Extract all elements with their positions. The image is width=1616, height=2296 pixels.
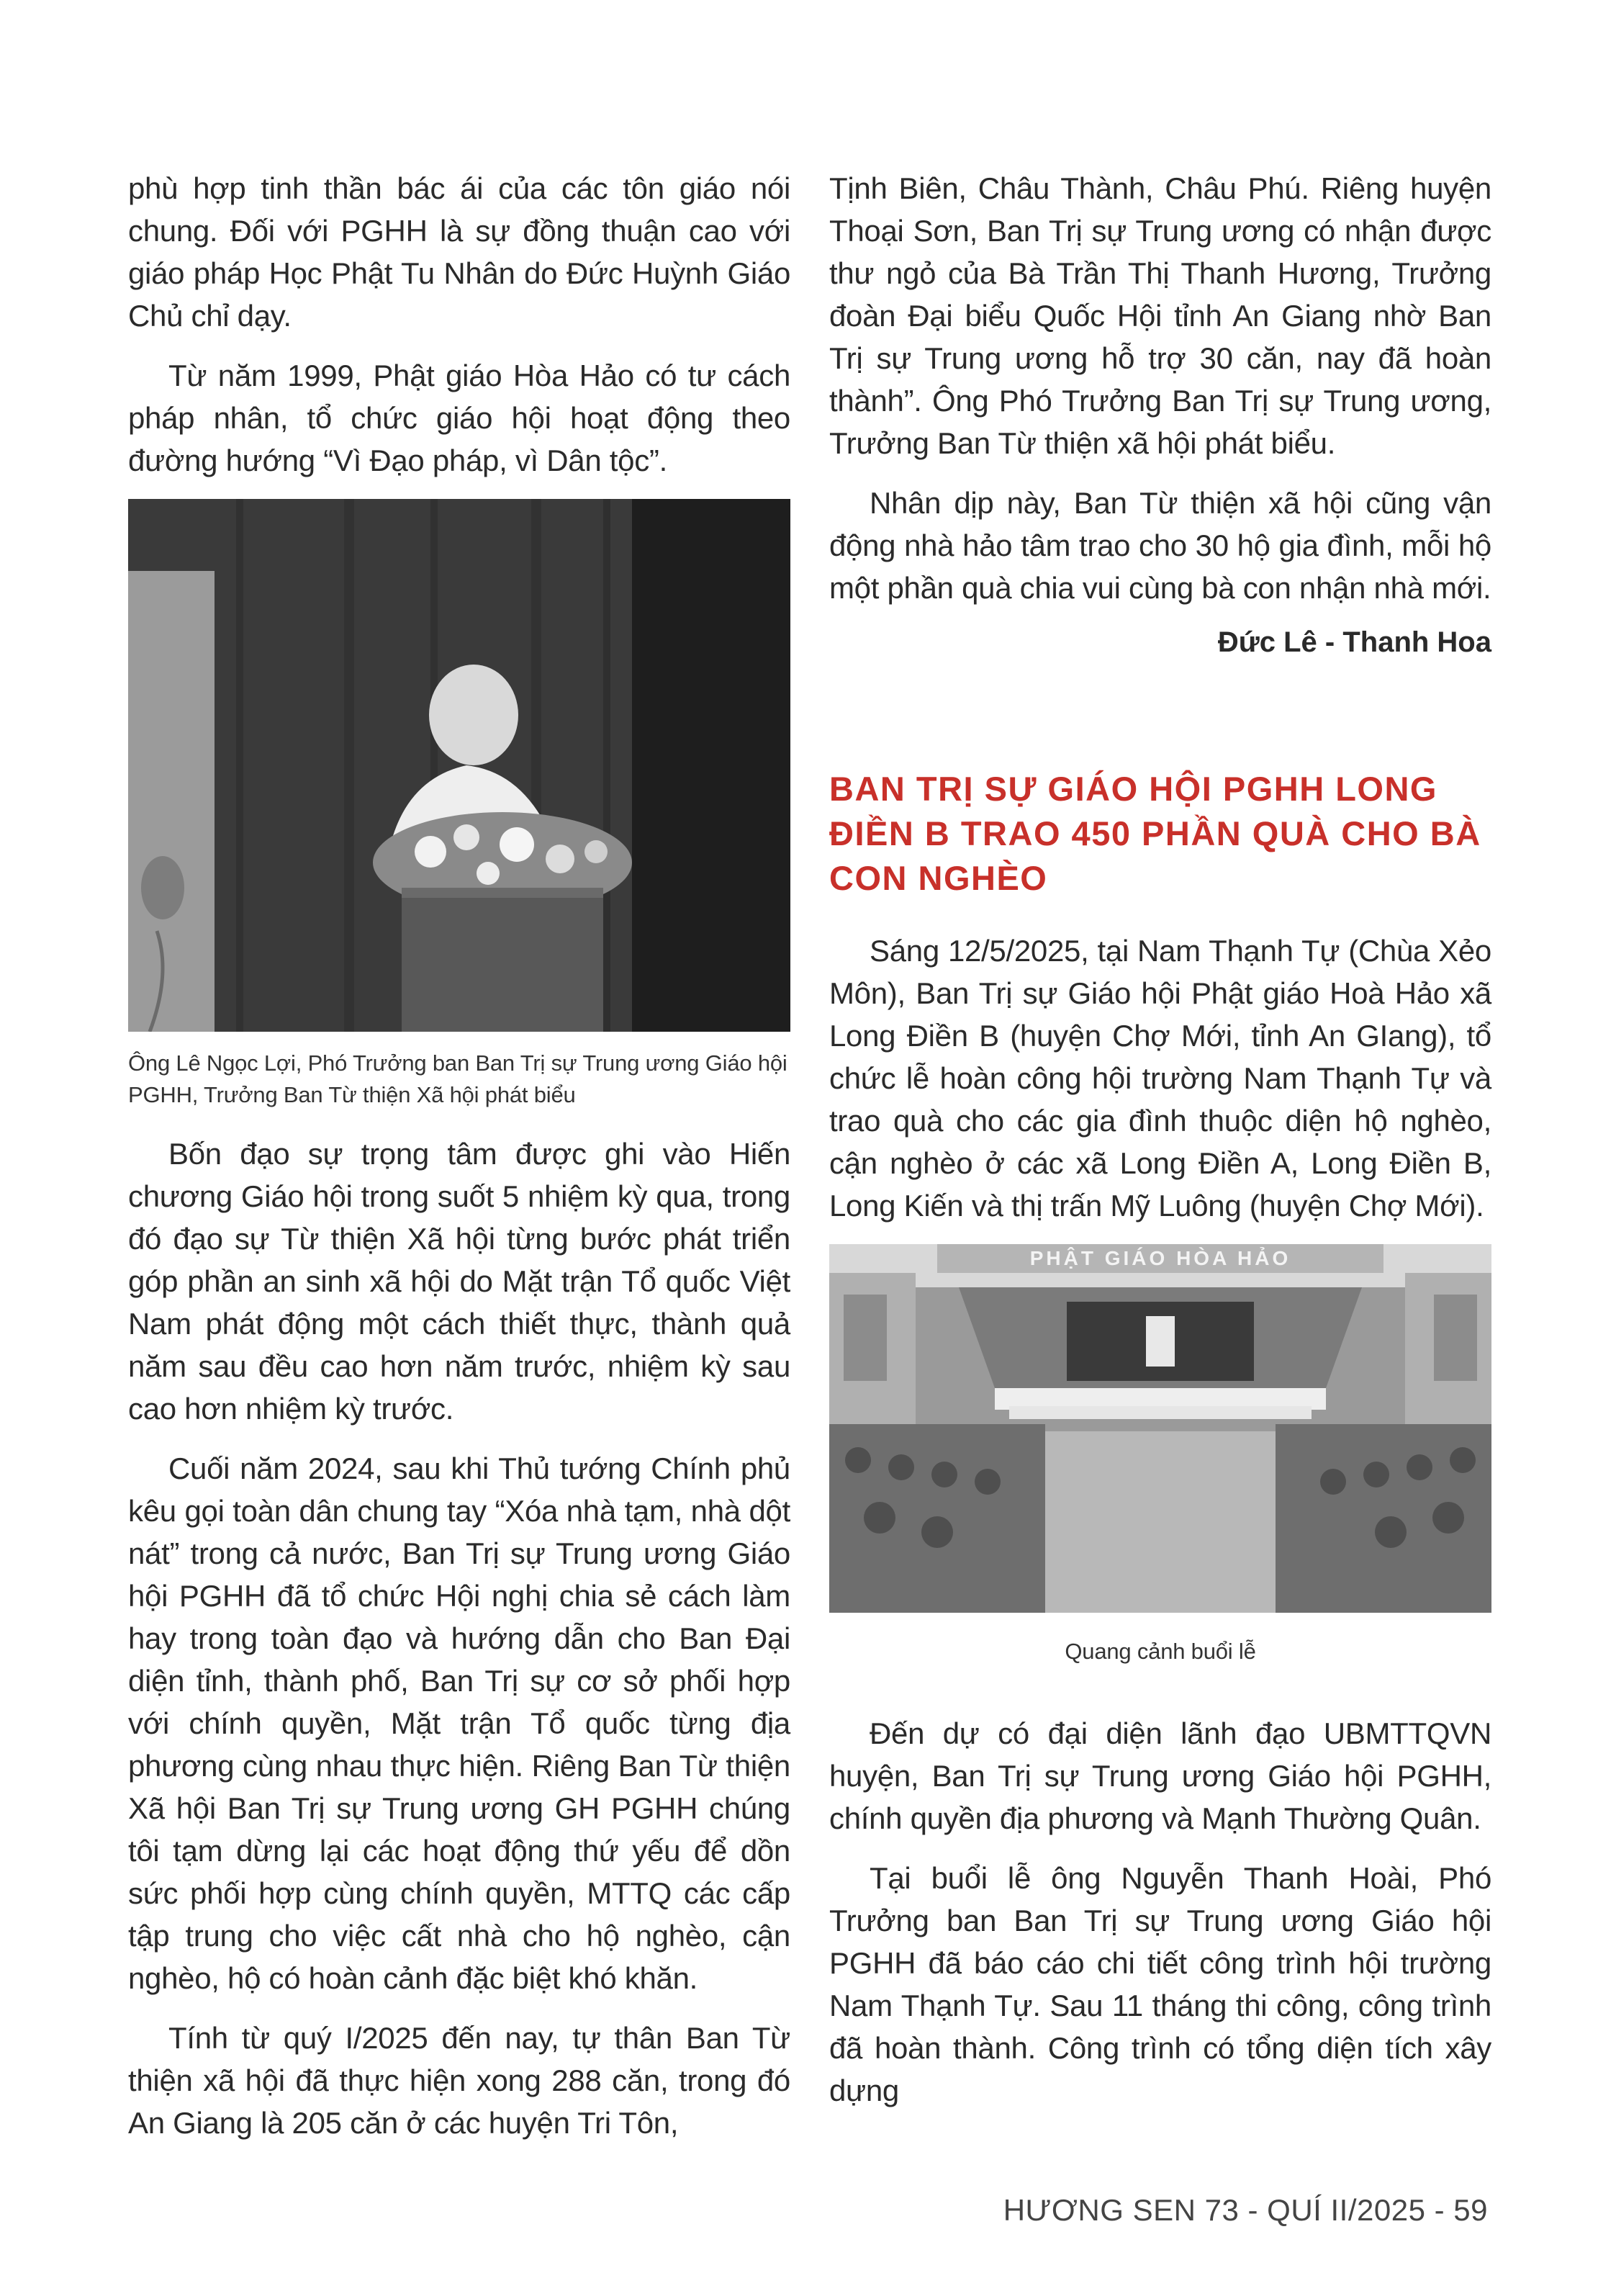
article-headline: BAN TRỊ SỰ GIÁO HỘI PGHH LONG ĐIỀN B TRAO 450 PHẦN QUÀ CHO BÀ CON NGHÈO xyxy=(829,770,1481,897)
right-column xyxy=(829,167,1491,2129)
paragraph: Nhân dịp này, Ban Từ thiện xã hội cũng vận động nhà hảo tâm trao cho 30 hộ gia đình, mỗi hộ một phần quà chia vui cùng bà con nhận nhà mới. xyxy=(829,486,1491,605)
hall-banner-text: PHẬT GIÁO HÒA HẢO xyxy=(1029,1247,1291,1269)
left-column xyxy=(128,167,790,2161)
paragraph: Sáng 12/5/2025, tại Nam Thạnh Tự (Chùa Xẻo Môn), Ban Trị sự Giáo hội Phật giáo Hoà Hảo xã Long Điền B (huyện Chợ Mới, tỉnh An GIang), tổ chức lễ hoàn công hội trường Nam Thạnh Tự và trao quà cho các gia đình thuộc diện hộ nghèo, cận nghèo ở các xã Long Điền A, Long Điền B, Long Kiến và thị trấn Mỹ Luông (huyện Chợ Mới). xyxy=(829,934,1491,1223)
paragraph: Đến dự có đại diện lãnh đạo UBMTTQVN huyện, Ban Trị sự Trung ương Giáo hội PGHH, chính quyền địa phương và Mạnh Thường Quân. xyxy=(829,1716,1491,1835)
paragraph: Bốn đạo sự trọng tâm được ghi vào Hiến chương Giáo hội trong suốt 5 nhiệm kỳ qua, trong đó đạo sự Từ thiện Xã hội từng bước phát triển góp phần an sinh xã hội do Mặt trận Tổ quốc Việt Nam phát động một cách thiết thực, thành quả năm sau đều cao hơn năm trước, nhiệm kỳ sau cao hơn nhiệm kỳ trước. xyxy=(128,1137,790,1426)
paragraph: phù hợp tinh thần bác ái của các tôn giáo nói chung. Đối với PGHH là sự đồng thuận cao với giáo pháp Học Phật Tu Nhân do Đức Huỳnh Giáo Chủ chỉ dạy. xyxy=(128,171,790,333)
ceremony-photo-illustration xyxy=(829,1244,1491,1613)
paragraph: Tại buổi lễ ông Nguyễn Thanh Hoài, Phó Trưởng ban Ban Trị sự Trung ương Giáo hội PGHH đã báo cáo chi tiết công trình hội trường Nam Thạnh Tự. Sau 11 tháng thi công, công trình đã hoàn thành. Công trình có tổng diện tích xây dựng xyxy=(829,1861,1491,2107)
speaker-photo-illustration xyxy=(128,499,790,1032)
ceremony-photo xyxy=(829,1244,1491,1613)
author-byline: Đức Lê - Thanh Hoa xyxy=(1217,626,1491,658)
paragraph: Tính từ quý I/2025 đến nay, tự thân Ban Từ thiện xã hội đã thực hiện xong 288 căn, trong đó An Giang là 205 căn ở các huyện Tri Tôn, xyxy=(128,2021,790,2140)
photo-caption: Ông Lê Ngọc Lợi, Phó Trưởng ban Ban Trị sự Trung ương Giáo hội PGHH, Trưởng Ban Từ thiện Xã hội phát biểu xyxy=(128,1050,787,1107)
speaker-photo xyxy=(128,499,790,1032)
page-footer: HƯƠNG SEN 73 - QUÍ II/2025 - 59 xyxy=(1003,2193,1488,2227)
photo-caption: Quang cảnh buổi lễ xyxy=(1065,1639,1256,1664)
paragraph: Tịnh Biên, Châu Thành, Châu Phú. Riêng huyện Thoại Sơn, Ban Trị sự Trung ương có nhận được thư ngỏ của Bà Trần Thị Thanh Hương, Trưởng đoàn Đại biểu Quốc Hội tỉnh An Giang nhờ Ban Trị sự Trung ương hỗ trợ 30 căn, nay đã hoàn thành”. Ông Phó Trưởng Ban Trị sự Trung ương, Trưởng Ban Từ thiện xã hội phát biểu. xyxy=(829,171,1491,460)
paragraph: Cuối năm 2024, sau khi Thủ tướng Chính phủ kêu gọi toàn dân chung tay “Xóa nhà tạm, nhà dột nát” trong cả nước, Ban Trị sự Trung ương Giáo hội PGHH đã tổ chức Hội nghị chia sẻ cách làm hay trong toàn đạo và hướng dẫn cho Ban Đại diện tỉnh, thành phố, Ban Trị sự cơ sở phối hợp với chính quyền, Mặt trận Tổ quốc từng địa phương cùng nhau thực hiện. Riêng Ban Từ thiện Xã hội Ban Trị sự Trung ương GH PGHH chúng tôi tạm dừng lại các hoạt động thứ yếu để dồn sức phối hợp cùng chính quyền, MTTQ các cấp tập trung cho việc cất nhà cho hộ nghèo, cận nghèo, hộ có hoàn cảnh đặc biệt khó khăn. xyxy=(128,1451,790,1995)
paragraph: Từ năm 1999, Phật giáo Hòa Hảo có tư cách pháp nhân, tổ chức giáo hội hoạt động theo đường hướng “Vì Đạo pháp, vì Dân tộc”. xyxy=(128,359,790,477)
